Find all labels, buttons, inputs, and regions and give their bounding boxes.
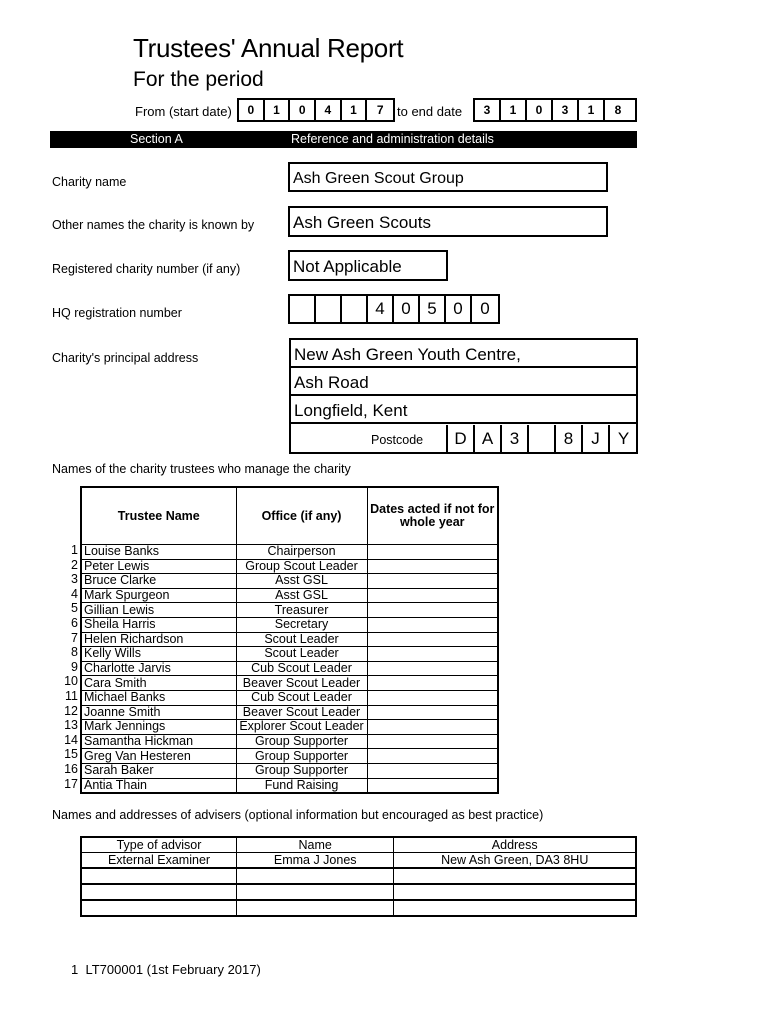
trustee-row <box>81 603 498 618</box>
hq-reg-cell[interactable]: 0 <box>446 296 472 322</box>
trustee-row-number: 4 <box>71 586 78 601</box>
col-advisor-name: Name <box>237 837 394 853</box>
trustee-row-number: 8 <box>71 645 78 660</box>
trustee-row-number: 15 <box>64 747 78 762</box>
postcode-cell[interactable] <box>529 425 556 452</box>
trustee-row <box>81 778 498 793</box>
advisers-table <box>80 836 637 917</box>
reg-number-field[interactable]: Not Applicable <box>288 250 448 281</box>
end-date-field[interactable] <box>473 98 637 122</box>
end-date-cell[interactable]: 1 <box>501 100 527 120</box>
trustee-name-cell[interactable]: Cara Smith <box>81 676 236 691</box>
address-field[interactable] <box>289 338 638 454</box>
adviser-type-cell[interactable] <box>81 868 237 884</box>
start-date-field[interactable] <box>237 98 395 122</box>
trustee-row-number: 9 <box>71 659 78 674</box>
trustee-row-number: 7 <box>71 630 78 645</box>
trustee-dates-cell[interactable] <box>367 603 498 618</box>
page-number: 1 <box>71 962 79 977</box>
postcode-label: Postcode <box>371 433 424 447</box>
trustee-office-cell[interactable]: Chairperson <box>236 545 367 560</box>
adviser-type-cell[interactable]: External Examiner <box>81 853 237 869</box>
trustees-header-row <box>81 487 498 545</box>
start-date-cell[interactable]: 0 <box>239 100 265 120</box>
trustee-row-number: 1 <box>71 543 78 557</box>
adviser-name-cell[interactable] <box>237 868 394 884</box>
trustee-office-cell[interactable]: Asst GSL <box>236 574 367 589</box>
hq-reg-label: HQ registration number <box>52 306 182 320</box>
trustee-row-number: 13 <box>64 718 78 733</box>
adviser-address-cell[interactable] <box>394 884 636 900</box>
advisers-heading: Names and addresses of advisers (optional information but encouraged as best practice) <box>52 808 544 822</box>
trustee-name-cell[interactable]: Bruce Clarke <box>81 574 236 589</box>
hq-reg-cell[interactable] <box>342 296 368 322</box>
trustee-name-cell[interactable]: Kelly Wills <box>81 647 236 662</box>
trustee-name-cell[interactable]: Helen Richardson <box>81 632 236 647</box>
postcode-cell[interactable]: Y <box>617 428 630 448</box>
trustee-office-cell[interactable]: Secretary <box>236 617 367 632</box>
trustee-dates-cell[interactable] <box>367 588 498 603</box>
address-label: Charity's principal address <box>52 351 199 365</box>
adviser-row <box>81 900 636 916</box>
trustee-dates-cell[interactable] <box>367 559 498 574</box>
trustee-row <box>81 661 498 676</box>
trustee-row <box>81 647 498 662</box>
hq-reg-cell[interactable] <box>290 296 316 322</box>
trustee-dates-cell[interactable] <box>367 763 498 778</box>
trustee-dates-cell[interactable] <box>367 778 498 793</box>
trustee-office-cell[interactable]: Cub Scout Leader <box>236 690 367 705</box>
end-date-label: to end date <box>397 104 463 119</box>
trustee-row-number: 6 <box>71 616 78 630</box>
address-line-3[interactable]: Longfield, Kent <box>291 396 636 424</box>
col-office: Office (if any) <box>236 487 367 545</box>
adviser-row <box>81 884 636 900</box>
trustee-row-number: 12 <box>64 703 78 718</box>
end-date-cell[interactable]: 3 <box>475 100 501 120</box>
start-date-label: From (start date) <box>135 104 232 119</box>
adviser-row <box>81 853 636 869</box>
postcode-row <box>291 425 636 452</box>
reg-number-label: Registered charity number (if any) <box>52 262 241 276</box>
trustee-name-cell[interactable]: Mark Jennings <box>81 720 236 735</box>
section-title: Reference and administration details <box>291 132 494 146</box>
adviser-name-cell[interactable] <box>237 900 394 916</box>
trustee-dates-cell[interactable] <box>367 749 498 764</box>
trustee-dates-cell[interactable] <box>367 705 498 720</box>
start-date-cell[interactable]: 4 <box>316 100 342 120</box>
hq-reg-field[interactable] <box>288 294 500 324</box>
trustee-name-cell[interactable]: Joanne Smith <box>81 705 236 720</box>
trustee-name-cell[interactable]: Louise Banks <box>81 545 236 560</box>
trustee-row-number: 14 <box>64 732 78 747</box>
trustee-row <box>81 763 498 778</box>
postcode-cell[interactable]: 8 <box>556 425 583 452</box>
trustee-row-number: 16 <box>64 762 78 776</box>
trustee-row <box>81 559 498 574</box>
trustee-row-number: 17 <box>64 776 78 791</box>
end-date-cell[interactable]: 1 <box>579 100 605 120</box>
trustee-office-cell[interactable]: Treasurer <box>236 603 367 618</box>
trustee-row <box>81 632 498 647</box>
trustee-row <box>81 690 498 705</box>
trustee-name-cell[interactable]: Samantha Hickman <box>81 734 236 749</box>
section-a-bar <box>50 131 637 148</box>
trustee-row-number: 3 <box>71 572 78 587</box>
hq-reg-cell[interactable]: 5 <box>420 296 446 322</box>
address-line-1[interactable]: New Ash Green Youth Centre, <box>291 340 636 368</box>
end-date-cell[interactable]: 8 <box>614 103 622 117</box>
trustee-name-cell[interactable]: Sheila Harris <box>81 617 236 632</box>
trustee-office-cell[interactable]: Fund Raising <box>236 778 367 793</box>
trustee-office-cell[interactable]: Group Scout Leader <box>236 559 367 574</box>
trustee-name-cell[interactable]: Michael Banks <box>81 690 236 705</box>
address-line-2[interactable]: Ash Road <box>291 368 636 396</box>
postcode-field[interactable] <box>446 425 637 452</box>
trustee-dates-cell[interactable] <box>367 690 498 705</box>
report-title: Trustees' Annual Report <box>133 33 404 63</box>
trustee-office-cell[interactable]: Scout Leader <box>236 647 367 662</box>
trustee-office-cell[interactable]: Cub Scout Leader <box>236 661 367 676</box>
trustees-table <box>80 486 499 794</box>
adviser-address-cell[interactable] <box>394 900 636 916</box>
charity-name-field[interactable]: Ash Green Scout Group <box>288 162 608 192</box>
trustee-dates-cell[interactable] <box>367 574 498 589</box>
end-date-cell[interactable]: 0 <box>527 100 553 120</box>
start-date-cell[interactable]: 7 <box>376 103 384 117</box>
trustee-name-cell[interactable]: Peter Lewis <box>81 559 236 574</box>
adviser-address-cell[interactable] <box>394 868 636 884</box>
trustee-office-cell[interactable]: Asst GSL <box>236 588 367 603</box>
adviser-row <box>81 868 636 884</box>
trustee-name-cell[interactable]: Mark Spurgeon <box>81 588 236 603</box>
other-names-field[interactable]: Ash Green Scouts <box>288 206 608 237</box>
trustee-office-cell[interactable]: Group Supporter <box>236 763 367 778</box>
postcode-cell[interactable]: 3 <box>502 425 529 452</box>
postcode-cell[interactable]: J <box>583 425 610 452</box>
trustee-name-cell[interactable]: Charlotte Jarvis <box>81 661 236 676</box>
trustee-office-cell[interactable]: Beaver Scout Leader <box>236 676 367 691</box>
start-date-cell[interactable]: 1 <box>342 100 368 120</box>
trustee-name-cell[interactable]: Sarah Baker <box>81 763 236 778</box>
trustee-office-cell[interactable]: Explorer Scout Leader <box>236 720 367 735</box>
trustee-row-number: 10 <box>64 674 78 689</box>
trustee-row <box>81 574 498 589</box>
trustee-dates-cell[interactable] <box>367 632 498 647</box>
trustee-row <box>81 588 498 603</box>
trustee-row-number: 11 <box>65 689 78 703</box>
col-dates: Dates acted if not for whole year <box>367 487 498 545</box>
trustee-row <box>81 749 498 764</box>
start-date-cell[interactable]: 1 <box>265 100 291 120</box>
form-reference: LT700001 (1st February 2017) <box>85 962 261 977</box>
hq-reg-cell[interactable] <box>316 296 342 322</box>
trustee-row <box>81 676 498 691</box>
trustee-row <box>81 720 498 735</box>
other-names-label: Other names the charity is known by <box>52 218 255 232</box>
trustee-dates-cell[interactable] <box>367 647 498 662</box>
footer <box>71 962 261 977</box>
col-advisor-type: Type of advisor <box>81 837 237 853</box>
adviser-type-cell[interactable] <box>81 884 237 900</box>
adviser-address-cell[interactable]: New Ash Green, DA3 8HU <box>394 853 636 869</box>
trustee-office-cell[interactable]: Group Supporter <box>236 749 367 764</box>
trustee-dates-cell[interactable] <box>367 734 498 749</box>
section-id: Section A <box>130 132 183 146</box>
trustees-heading: Names of the charity trustees who manage the charity <box>52 462 351 476</box>
postcode-cell[interactable]: A <box>475 425 502 452</box>
trustee-dates-cell[interactable] <box>367 661 498 676</box>
hq-reg-cell[interactable]: 4 <box>368 296 394 322</box>
start-date-cell[interactable]: 0 <box>290 100 316 120</box>
hq-reg-cell[interactable]: 0 <box>480 299 490 318</box>
trustee-name-cell[interactable]: Antia Thain <box>81 778 236 793</box>
adviser-name-cell[interactable]: Emma J Jones <box>237 853 394 869</box>
adviser-name-cell[interactable] <box>237 884 394 900</box>
trustee-row-number: 5 <box>71 601 78 616</box>
trustee-dates-cell[interactable] <box>367 617 498 632</box>
postcode-cell[interactable]: D <box>448 425 475 452</box>
hq-reg-cell[interactable]: 0 <box>394 296 420 322</box>
trustee-name-cell[interactable]: Gillian Lewis <box>81 603 236 618</box>
col-trustee-name: Trustee Name <box>81 487 236 545</box>
trustee-row-number: 2 <box>71 557 78 572</box>
trustee-office-cell[interactable]: Beaver Scout Leader <box>236 705 367 720</box>
advisers-header-row <box>81 837 636 853</box>
col-advisor-address: Address <box>394 837 636 853</box>
charity-name-label: Charity name <box>52 175 127 189</box>
trustee-dates-cell[interactable] <box>367 545 498 560</box>
trustee-row <box>81 734 498 749</box>
adviser-type-cell[interactable] <box>81 900 237 916</box>
end-date-cell[interactable]: 3 <box>553 100 579 120</box>
trustee-row <box>81 545 498 560</box>
trustee-row <box>81 617 498 632</box>
trustee-dates-cell[interactable] <box>367 676 498 691</box>
trustee-office-cell[interactable]: Scout Leader <box>236 632 367 647</box>
trustee-office-cell[interactable]: Group Supporter <box>236 734 367 749</box>
period-subtitle: For the period <box>133 68 264 91</box>
trustee-name-cell[interactable]: Greg Van Hesteren <box>81 749 236 764</box>
trustee-row <box>81 705 498 720</box>
trustee-dates-cell[interactable] <box>367 720 498 735</box>
